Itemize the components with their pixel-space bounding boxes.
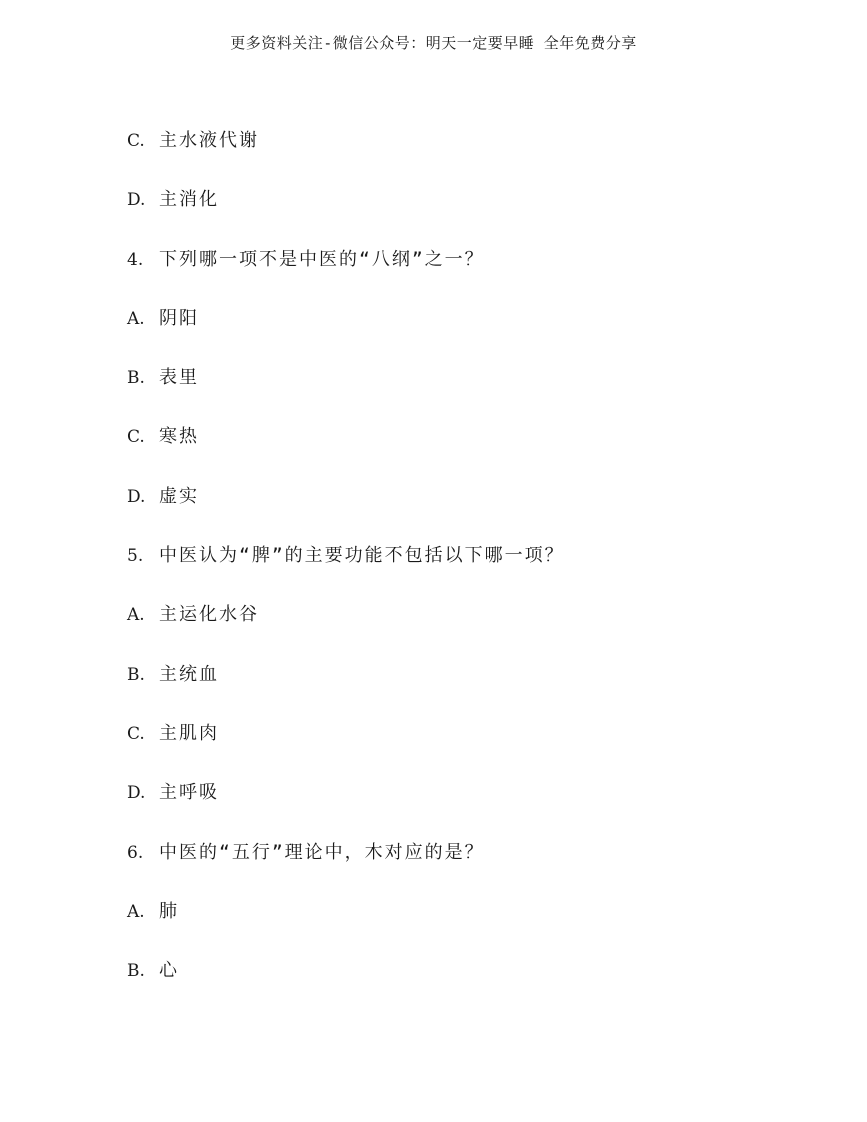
option-text: 主肌肉: [159, 722, 219, 744]
question-number: 4.: [127, 249, 144, 270]
option-marker: D.: [127, 783, 146, 804]
question-line: [127, 840, 787, 899]
option-line: [127, 958, 787, 1017]
option-marker: A.: [127, 901, 145, 922]
document-body: [127, 128, 787, 1017]
option-line: [127, 780, 787, 839]
option-text: 肺: [159, 900, 179, 922]
question-line: [127, 543, 787, 602]
option-text: 主呼吸: [159, 782, 219, 804]
question-number: 6.: [127, 842, 144, 863]
option-marker: A.: [127, 605, 145, 626]
option-text: 主消化: [159, 189, 219, 211]
option-marker: C.: [127, 131, 145, 151]
option-text: 阴阳: [159, 307, 199, 329]
option-line: [127, 187, 787, 246]
question-text: 中医认为“脾”的主要功能不包括以下哪一项？: [159, 545, 565, 567]
option-marker: D.: [127, 190, 146, 211]
option-text: 寒热: [159, 426, 199, 448]
option-marker: D.: [127, 486, 146, 507]
option-marker: A.: [127, 308, 145, 329]
option-line: [127, 899, 787, 958]
option-text: 表里: [159, 367, 199, 389]
option-marker: C.: [127, 723, 145, 744]
option-marker: B.: [127, 961, 145, 982]
option-line: [127, 365, 787, 424]
question-line: [127, 247, 787, 306]
question-number: 5.: [127, 546, 144, 567]
option-marker: C.: [127, 427, 145, 448]
option-line: [127, 662, 787, 721]
page-header: 更多资料关注-微信公众号：明天一定要早睡 全年免费分享: [230, 34, 637, 52]
option-marker: B.: [127, 664, 145, 685]
question-text: 中医的“五行”理论中，木对应的是？: [159, 841, 485, 863]
option-text: 主水液代谢: [159, 130, 259, 151]
option-line: [127, 721, 787, 780]
option-text: 虚实: [159, 485, 199, 507]
option-line: [127, 602, 787, 661]
option-text: 心: [159, 960, 179, 982]
option-marker: B.: [127, 368, 145, 389]
option-text: 主运化水谷: [159, 604, 259, 626]
option-line: [127, 306, 787, 365]
option-line: [127, 128, 787, 187]
option-line: [127, 424, 787, 483]
option-line: [127, 484, 787, 543]
question-text: 下列哪一项不是中医的“八纲”之一？: [159, 248, 485, 270]
option-text: 主统血: [159, 663, 219, 685]
